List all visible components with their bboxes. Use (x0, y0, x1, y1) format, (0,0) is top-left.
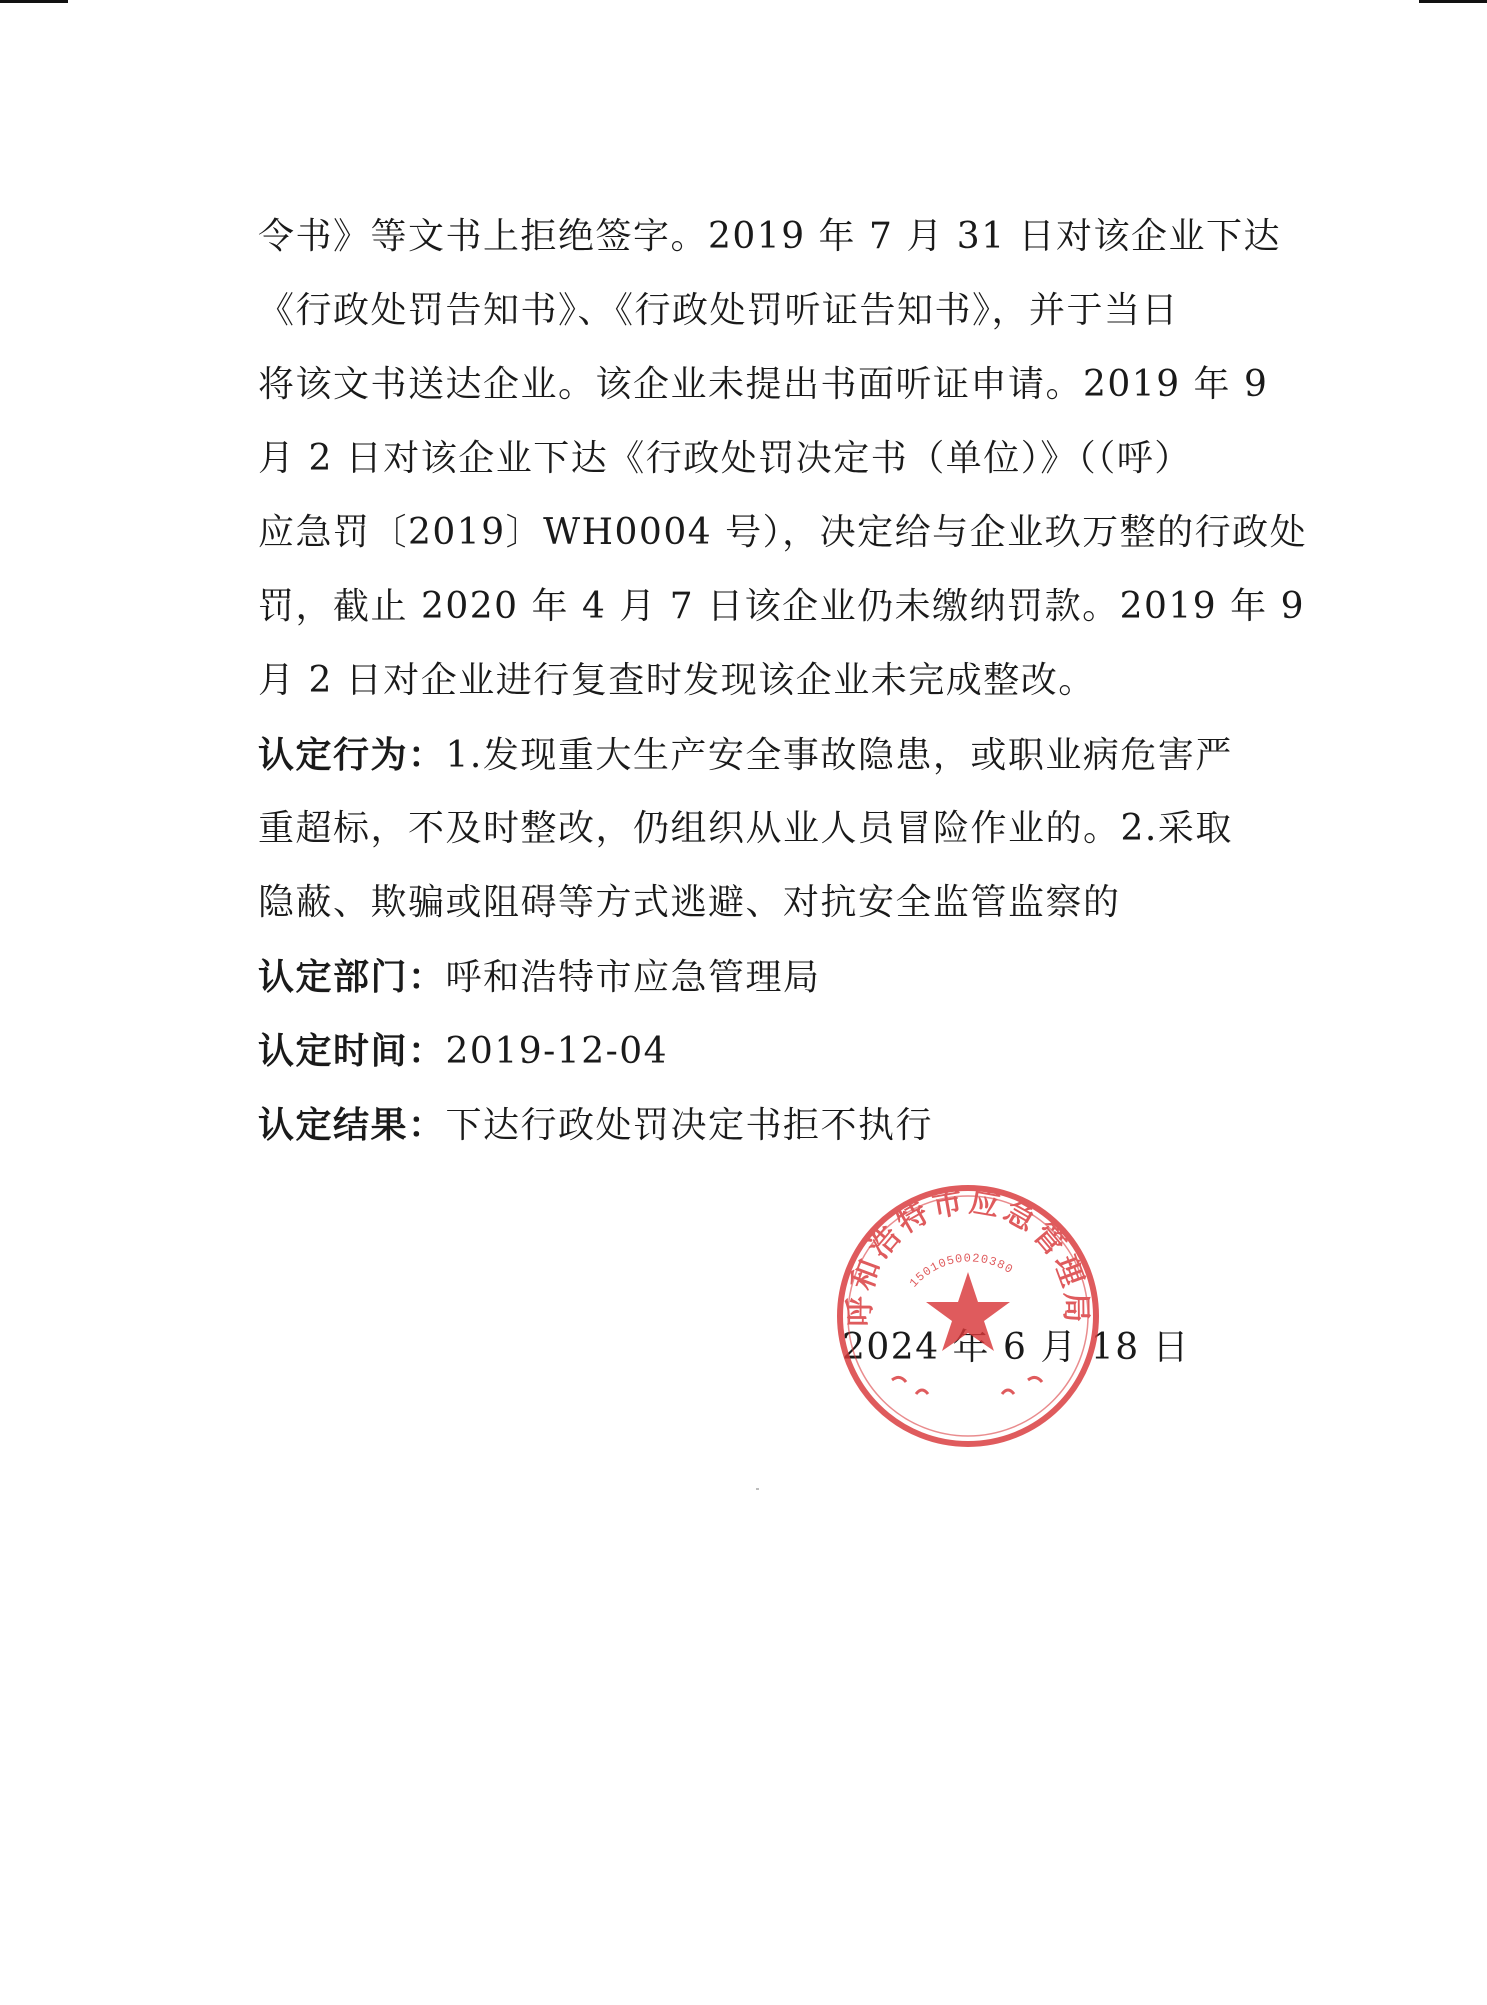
seal-name-text: 呼和浩特市应急管理局 (843, 1185, 1093, 1327)
scan-speck (756, 1488, 759, 1490)
body-line: 令书》等文书上拒绝签字。2019 年 7 月 31 日对该企业下达 (258, 216, 1282, 257)
behavior-text: 1.发现重大生产安全事故隐患，或职业病危害严 (445, 735, 1233, 776)
body-line: 月 2 日对该企业下达《行政处罚决定书（单位）》（（呼） (258, 438, 1192, 479)
scan-corner-mark-right (1419, 0, 1487, 3)
document-date: 2024 年 6 月 18 日 (842, 1327, 1191, 1368)
time-line (258, 1014, 1188, 1088)
official-seal (832, 1180, 1104, 1452)
result-line (258, 1088, 1188, 1162)
body-line: 《行政处罚告知书》、《行政处罚听证告知书》，并于当日 (258, 290, 1180, 331)
time-label: 认定时间： (258, 1030, 446, 1072)
star-icon (926, 1272, 1010, 1351)
department-line (258, 940, 1188, 1014)
body-line: 将该文书送达企业。该企业未提出书面听证申请。2019 年 9 (258, 364, 1269, 405)
behavior-line: 重超标，不及时整改，仍组织从业人员冒险作业的。2.采取 (258, 808, 1233, 849)
scan-corner-mark-left (0, 0, 68, 3)
body-line: 罚，截止 2020 年 4 月 7 日该企业仍未缴纳罚款。2019 年 9 (258, 586, 1305, 627)
department-label: 认定部门： (258, 956, 446, 998)
body-line: 应急罚〔2019〕WH0004 号），决定给与企业玖万整的行政处 (258, 512, 1308, 553)
body-line: 月 2 日对企业进行复查时发现该企业未完成整改。 (258, 660, 1096, 701)
result-value: 下达行政处罚决定书拒不执行 (445, 1105, 934, 1146)
seal-script-decoration (892, 1377, 1042, 1394)
behavior-line (258, 718, 1233, 792)
seal-code-text: 1501050020380 (906, 1251, 1016, 1291)
time-value: 2019-12-04 (445, 1031, 669, 1072)
behavior-label: 认定行为： (258, 734, 446, 776)
document-body (258, 200, 1308, 1162)
department-value: 呼和浩特市应急管理局 (445, 957, 821, 998)
behavior-line: 隐蔽、欺骗或阻碍等方式逃避、对抗安全监管监察的 (258, 882, 1121, 923)
result-label: 认定结果： (258, 1104, 446, 1146)
